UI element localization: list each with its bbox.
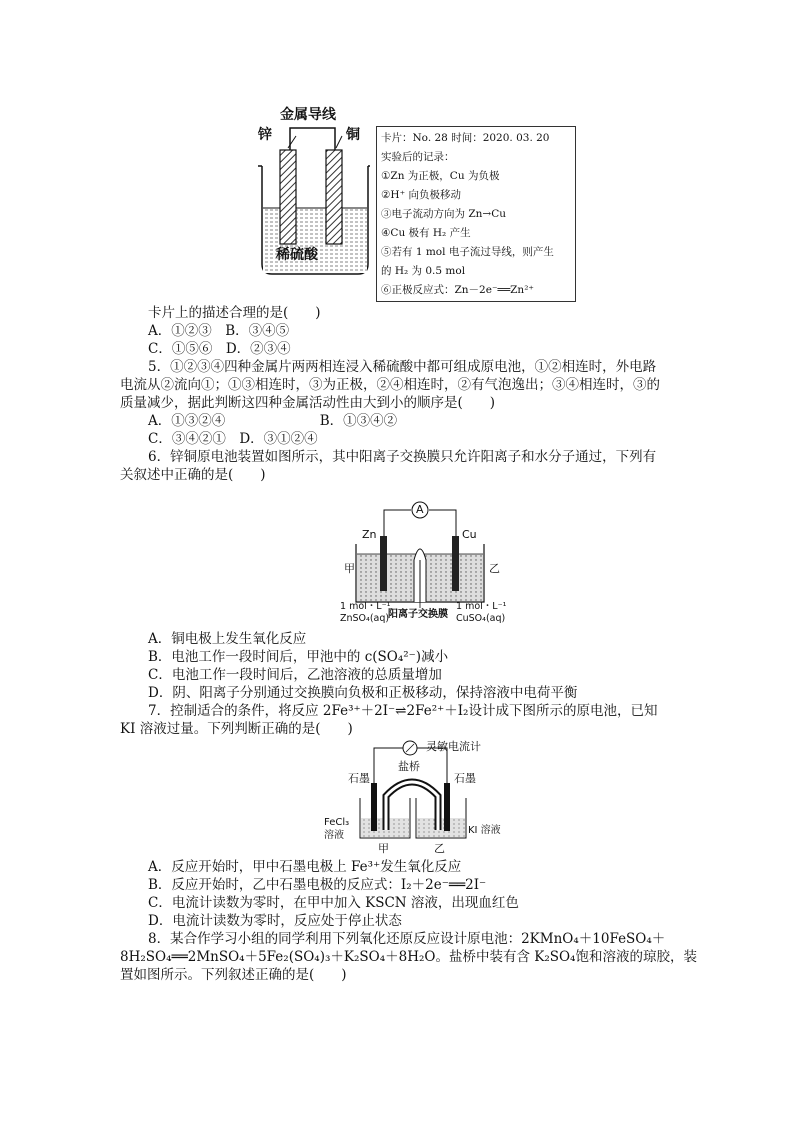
q7-line: KI 溶液过量。下列判断正确的是( ) [120,721,353,737]
membrane-label: 阳离子交换膜 [388,609,448,620]
figure-membrane-cell [340,498,507,628]
q7-option-a: A．反应开始时，甲中石墨电极上 Fe³⁺发生氧化反应 [148,859,462,875]
q7-line: 7．控制适合的条件，将反应 2Fe³⁺＋2I⁻⇌2Fe²⁺＋I₂设计成下图所示的原电池，已知 [148,703,658,719]
graphite-right-label: 石墨 [454,772,476,785]
copper-electrode [326,150,342,244]
wire-label: 金属导线 [280,107,336,123]
graphite-left-label: 石墨 [348,772,370,785]
fecl3-label: FeCl₃ [324,817,350,828]
zinc-label: 锌 [258,127,272,143]
right-cell-label: 乙 [489,562,500,575]
q5-line: 质量减少，据此判断这四种金属活动性由大到小的顺序是( ) [120,395,496,411]
q6-option-d: D．阴、阳离子分别通过交换膜向负极和正极移动，保持溶液中电荷平衡 [148,685,578,701]
left-conc: 1 mol・L⁻¹ [340,601,391,612]
card-item: 的 H₂ 为 0.5 mol [381,265,466,277]
card-item: ①Zn 为正极，Cu 为负极 [381,170,500,182]
q7-option-c: C．电流计读数为零时，在甲中加入 KSCN 溶液，出现血红色 [148,895,519,911]
ki-label: KI 溶液 [468,825,501,836]
card-item: ⑤若有 1 mol 电子流过导线，则产生 [381,246,554,258]
ammeter-label: A [416,503,424,516]
q6-line: 关叙述中正确的是( ) [120,467,266,483]
q6-line: 6．锌铜原电池装置如图所示，其中阳离子交换膜只允许阳离子和水分子通过，下列有 [148,449,657,465]
card-item: ④Cu 极有 H₂ 产生 [381,227,471,239]
right-conc: 1 mol・L⁻¹ [456,601,507,612]
left-solution: ZnSO₄(aq) [340,613,390,624]
q6-option-c: C．电池工作一段时间后，乙池溶液的总质量增加 [148,667,442,683]
cu-label: Cu [462,528,477,541]
record-card [376,126,576,302]
q6-option-a: A．铜电极上发生氧化反应 [148,631,307,647]
right-beaker-label: 乙 [434,842,445,855]
bridge-label: 盐桥 [398,760,420,773]
q7-option-b: B．反应开始时，乙中石墨电极的反应式：I₂＋2e⁻══2I⁻ [148,877,487,893]
cu-electrode [452,536,459,591]
figure-salt-bridge-cell [322,738,512,858]
q7-option-d: D．电流计读数为零时，反应处于停止状态 [148,913,402,929]
zn-electrode [380,536,387,591]
q5-line: 电流从②流向①；①③相连时，③为正极，②④相连时，②有气泡逸出；③④相连时，③的 [120,377,660,393]
q5-line: 5．①②③④四种金属片两两相连浸入稀硫酸中都可组成原电池，①②相连时，外电路 [148,359,657,375]
left-beaker-label: 甲 [378,842,389,855]
q8-line: 8H₂SO₄══2MnSO₄＋5Fe₂(SO₄)₃＋K₂SO₄＋8H₂O。盐桥中装有含 K₂SO₄饱和溶液的琼胶，装 [120,949,697,965]
figure-zn-cu-cell [250,100,370,300]
card-header: 卡片：No. 28 时间：2020. 03. 20 [381,132,550,144]
q6-option-b: B．电池工作一段时间后，甲池中的 c(SO₄²⁻)减小 [148,649,449,665]
q4-options-cd: C．①⑤⑥ D．②③④ [148,341,291,357]
card-item: ③电子流动方向为 Zn→Cu [381,208,506,220]
card-item: ⑥正极反应式：Zn－2e⁻══Zn²⁺ [381,284,534,296]
q4-stem: 卡片上的描述合理的是( ) [148,305,321,321]
zn-label: Zn [362,528,377,541]
zinc-electrode [280,150,296,244]
graphite-left [371,783,377,831]
acid-label: 稀硫酸 [276,247,318,263]
right-solution: CuSO₄(aq) [456,613,506,624]
q5-options-ab: A．①③②④ B．①③④② [148,413,398,429]
metal-wire [290,128,335,152]
card-title: 实验后的记录： [381,151,455,163]
q8-line: 8．某合作学习小组的同学利用下列氧化还原反应设计原电池：2KMnO₄＋10FeSO₄＋ [148,931,666,947]
galvanometer-label: 灵敏电流计 [426,740,481,753]
q5-options-cd: C．③④②① D．③①②④ [148,431,318,447]
q8-line: 置如图所示。下列叙述正确的是( ) [120,967,347,983]
card-item: ②H⁺ 向负极移动 [381,189,461,201]
copper-label: 铜 [346,127,360,143]
fecl3-solution-label: 溶液 [324,830,344,841]
graphite-right [444,783,450,831]
q4-options-ab: A．①②③ B．③④⑤ [148,323,290,339]
left-cell-label: 甲 [344,562,355,575]
